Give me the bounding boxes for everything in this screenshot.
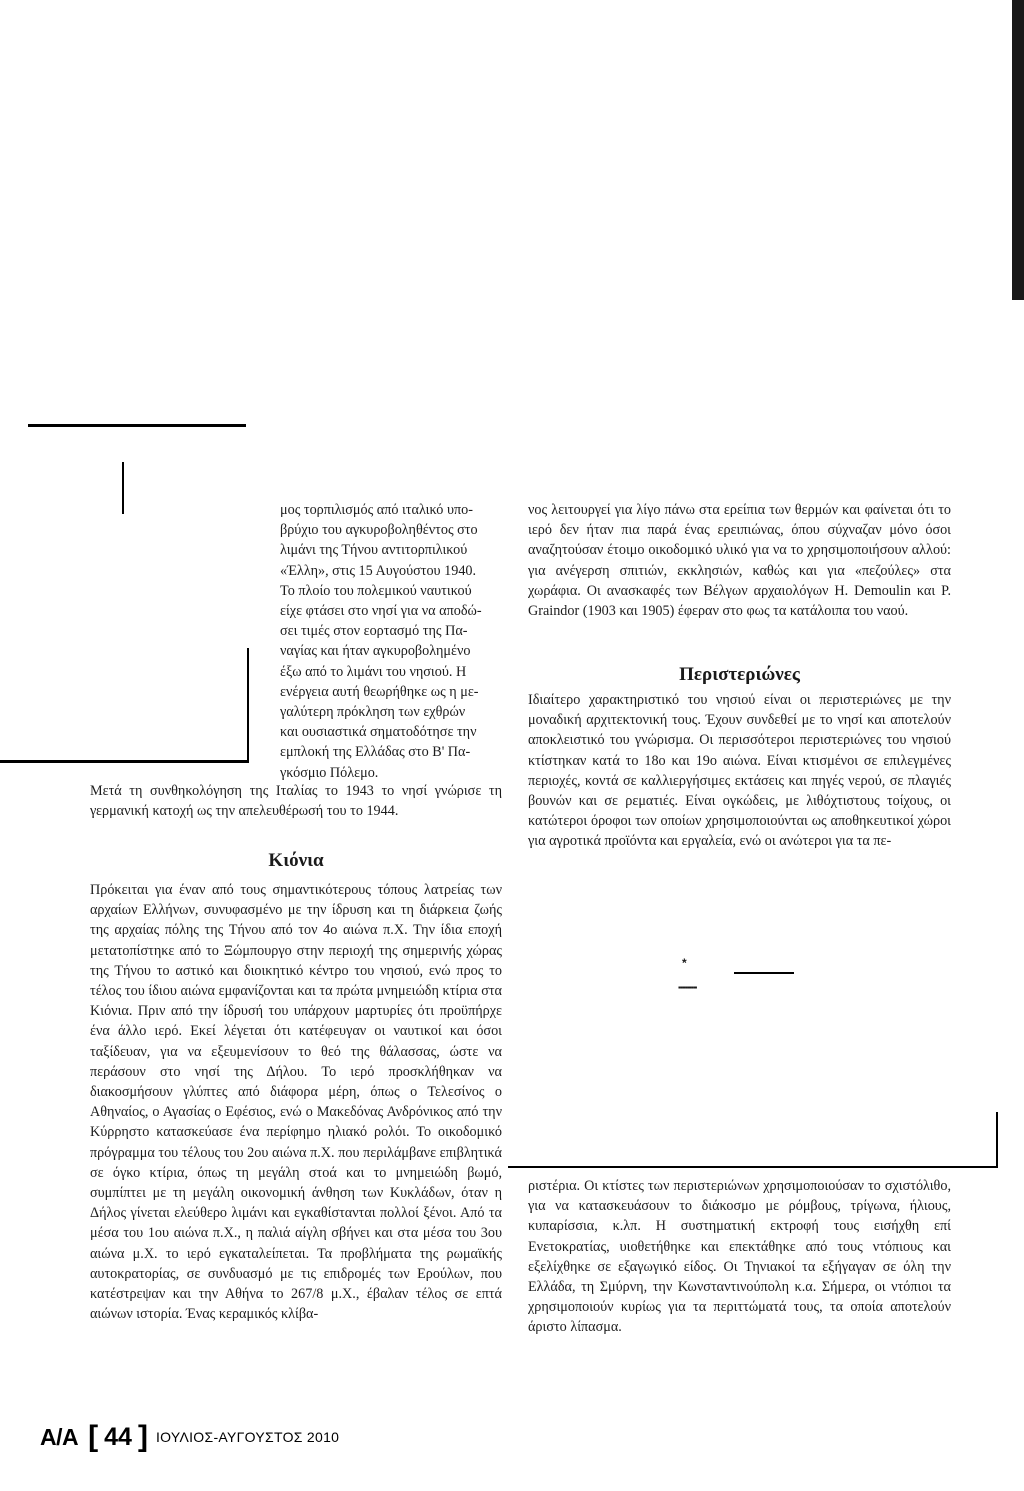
intro-line: έξω από το λιμάνι του νησιού. Η — [280, 663, 467, 680]
dotted-mark: ▪▪▪▪▪▪▪▪▪▪ — [678, 983, 697, 992]
intro-line: και ουσιαστικά σηματοδότησε την — [280, 724, 477, 741]
image-right-border — [247, 648, 249, 762]
after-war-paragraph: Μετά τη συνθηκολόγηση της Ιταλίας το 1943 το νησί γνώρισε τη γερμανική κατοχή ως την απελευθέρωσή του το 1944. — [90, 783, 502, 820]
intro-line: βρύχιο του αγκυροβοληθέντος στο — [280, 522, 478, 539]
intro-line: εμπλοκή της Ελλάδας στο Β' Πα- — [280, 744, 471, 761]
intro-line: σει τιμές στον εορτασμό της Πα- — [280, 623, 468, 640]
intro-line: είχε φτάσει στο νησί για να αποδώ- — [280, 603, 482, 620]
intro-text — [280, 500, 502, 783]
issue-date: ΙΟΥΛΙΟΣ-ΑΥΓΟΥΣΤΟΣ 2010 — [155, 1429, 340, 1445]
lower-right-tick — [996, 1112, 998, 1168]
section-heading-dovecotes: Περιστεριώνες — [679, 664, 800, 685]
intro-line: λιμάνι της Τήνου αντιτορπιλικού — [280, 542, 468, 559]
intro-line: ναγίας και ήταν αγκυροβολημένο — [280, 643, 471, 660]
dovecotes-continuation-paragraph: ριστέρια. Οι κτίστες των περιστεριώνων χρησιμοποιούσαν το σχιστόλιθο, για να κατασκευάσουν το διάκοσμο με ρόμβους, τρίγωνα, ήλιους, κυπαρίσσια, κ.λπ. Η συστηματική εκτροφή τους εισήχθη επί Ενετοκρατίας, υιοθετήθηκε και επεκτάθηκε από τους ντόπιους και εξελίχθηκε σε εξαγωγικό είδος. Οι Τηνιακοί τα εξήγαγαν σε όλη την Ελλάδα, τη Σμύρνη, την Κωνσταντινούπολη κ.α. Σήμερα, οι ντόπιοι τα χρησιμοποιούν κυρίως για τα περιττώματά τους, τα οποία αποτελούν άριστο λίπασμα. — [528, 1178, 951, 1336]
intro-line: γκόσμιο Πόλεμο. — [280, 764, 379, 781]
intro-line: γαλύτερη πρόκληση των εχθρών — [280, 704, 466, 721]
intro-line: «Έλλη», στις 15 Αυγούστου 1940. — [280, 562, 477, 579]
intro-line: μος τορπιλισμός από ιταλικό υπο- — [280, 502, 473, 518]
kionia-paragraph: Πρόκειται για έναν από τους σημαντικότερους τόπους λατρείας των αρχαίων Ελλήνων, συνυφασμένο με την ίδρυση και τη διάρκεια ζωής της αρχαίας πόλης της Τήνου από τον 4ο αιώνα π.Χ. Την ίδια εποχή μετατοπίστηκε από το Ξώμπουργο στην περιοχή της σημερινής χώρας της Τήνου το αστικό και διοικητικό κέντρο του νησιού, ενώ προς το τέλος του ίδιου αιώνα εμφανίζονται και τα πρώτα μνημειώδη κτίρια στα Κιόνια. Πριν από την ίδρυσή του υπάρχουν μαρτυρίες ότι προϋπήρχε ένα άλλο ιερό. Εκεί λέγεται ότι κατέφευγαν οι ναυτικοί και όσοι ταξίδευαν, για να εξευμενίσουν το θεό της θάλασσας, ώστε να περάσουν στο νησί της Δήλου. Το ιερό προσκλήθηκαν να διακοσμήσουν γλύπτες από διάφορα μέρη, όπως ο Τελεσίνος ο Αθηναίος, ο Αγασίας ο Εφέσιος, ενώ ο Μακεδόνας Ανδρόνικος από την Κύρρηστο κατασκεύασε ένα περίφημο ηλιακό ρολόι. Το οικοδομικό πρόγραμμα του τέλους του 2ου αιώνα π.Χ. που περιλάμβανε επιβλητικά σε όγκο κτίρια, όπως τη μεγάλη στοά και το μνημειώδη βωμό, συμπίπτει με τη μεγάλη οικονομική άνθηση των Κυκλάδων, όταν η Δήλος γίνεται ελεύθερο λιμάνι και εγκαθίστανται πολλοί ξένοι. Από τα μέσα του 1ου αιώνα π.Χ., η παλιά αίγλη σβήνει και στα μέσα του 3ου αιώνα μ.Χ. το ιερό εγκαταλείπεται. Τα προβλήματα της ρωμαϊκής αυτοκρατορίας, σε συνδυασμό με τις επιδρομές των Ερούλων, που κατέστρεψαν και την Αθήνα το 267/8 μ.Χ., έβαλαν τέλος σε επτά αιώνων ιστορία. Ένας κεραμικός κλίβα- — [90, 882, 502, 1323]
top-left-rule — [28, 424, 246, 427]
image-bottom-border — [0, 760, 249, 763]
bracket-open: [ — [88, 1420, 99, 1453]
asterisk-mark: * — [682, 956, 687, 970]
bracket-close: ] — [137, 1420, 148, 1453]
page-number: 44 — [104, 1422, 132, 1451]
right-continuation-paragraph: νος λειτουργεί για λίγο πάνω στα ερείπια των θερμών και φαίνεται ότι το ιερό δεν ήταν πια παρά ένας ερειπιώνας, όπου σύχναζαν μόνο όσοι αναζητούσαν έτοιμο οικοδομικό υλικό για να το χρησιμοποιήσουν αλλού: για ανέγερση σπιτιών, εκκλησιών, καθώς και για «πεζούλες» στα χωράφια. Οι ανασκαφές των Βέλγων αρχαιολόγων H. Demoulin και P. Graindor (1903 και 1905) έφεραν στο φως τα κατάλοιπα του ναού. — [528, 502, 951, 620]
small-vertical-mark — [122, 462, 124, 514]
right-edge-strip — [1012, 0, 1024, 300]
mid-right-dash — [734, 972, 794, 974]
page-footer — [40, 1420, 339, 1454]
magazine-name: Α/Α — [40, 1423, 79, 1450]
section-heading-kionia: Κιόνια — [268, 850, 324, 871]
intro-line: Το πλοίο του πολεμικού ναυτικού — [280, 582, 472, 599]
dovecotes-paragraph: Ιδιαίτερο χαρακτηριστικό του νησιού είναι οι περιστεριώνες με την μοναδική αρχιτεκτονική τους. Έχουν συνδεθεί με το νησί και αποτελούν αποκλειστικό του γνώρισμα. Οι περισσότεροι περιστεριώνες του νησιού κτίστηκαν κατά το 18ο και 19ο αιώνα. Είναι κτισμένοι σε επιλεγμένες περιοχές, κοντά σε καλλιεργήσιμες εκτάσεις και πηγές νερού, σε πλαγιές βουνών και σε ρεματιές. Είναι ογκώδεις, με λιθόχτιστους τοίχους, οι κατώτεροι όροφοι των οποίων χρησιμοποιούνται ως αποθηκευτικοί χώροι για αγροτικά προϊόντα και εργαλεία, ενώ οι ανώτεροι για τα πε- — [528, 692, 951, 850]
intro-line: ενέργεια αυτή θεωρήθηκε ως η με- — [280, 683, 479, 700]
lower-right-rule — [508, 1166, 998, 1168]
